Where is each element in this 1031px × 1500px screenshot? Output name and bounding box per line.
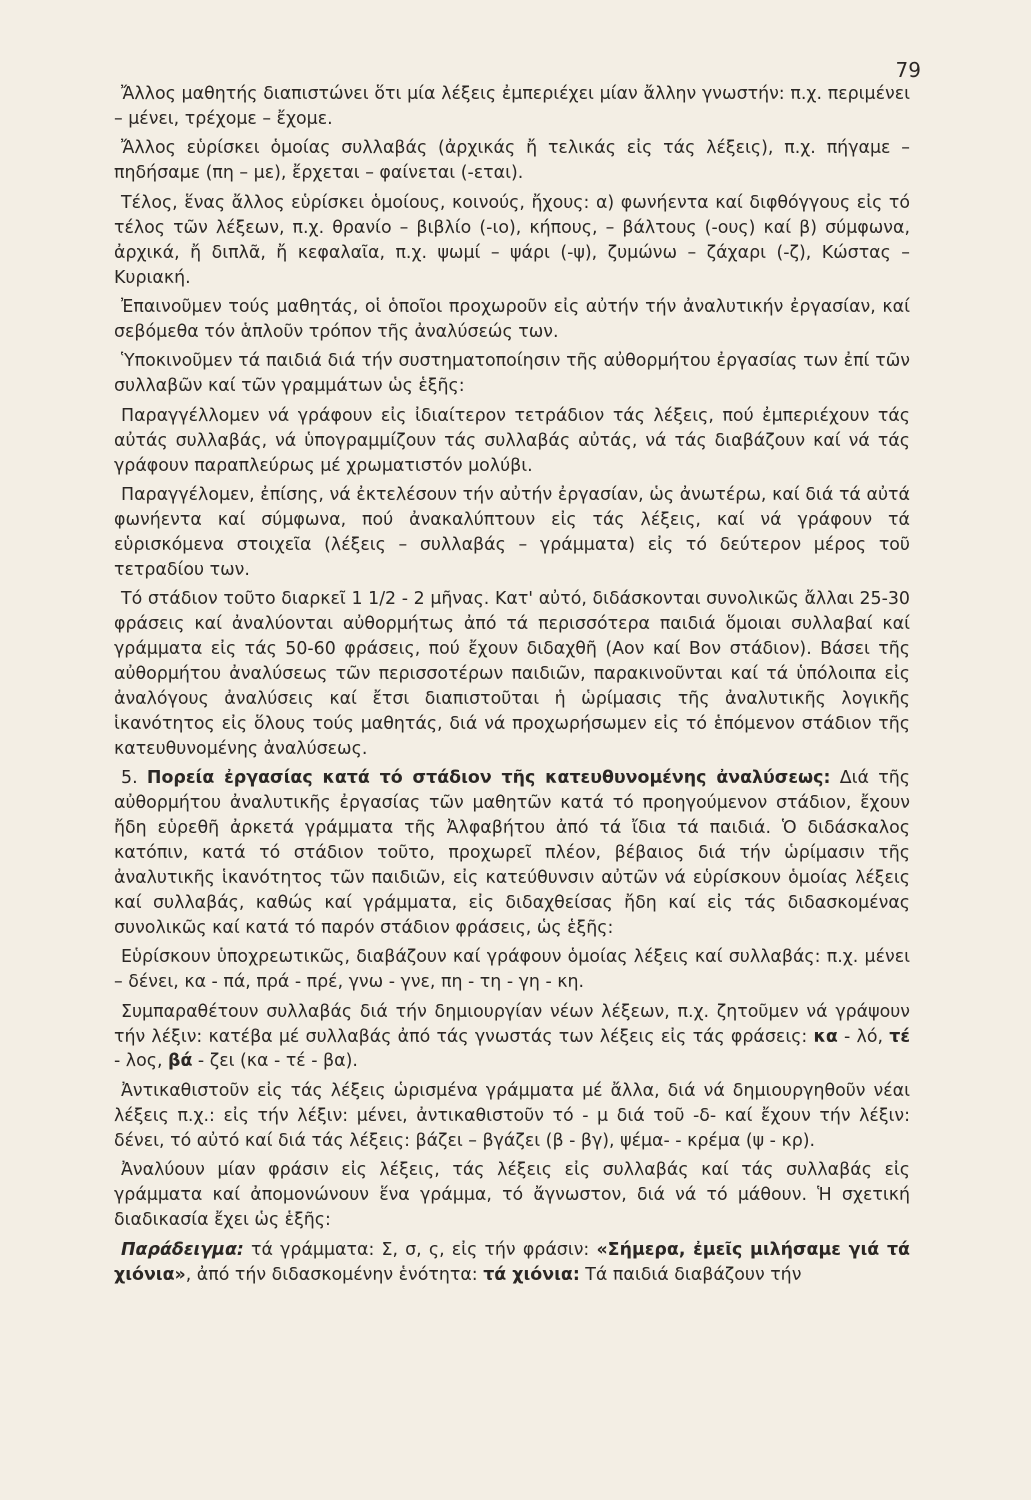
paragraph: Ἐπαινοῦμεν τούς μαθητάς, οἱ ὁποῖοι προχωροῦν εἰς αὐτήν τήν ἀναλυτικήν ἐργασίαν, καί σεβόμεθα τόν ἁπλοῦν τρόπον τῆς ἀναλύσεώς των. [114,297,910,342]
section-number: 5. [121,768,138,789]
bold-syllable: κα [813,1026,838,1047]
text-run: - λος, [114,1051,168,1072]
paragraph: Ἀναλύουν μίαν φράσιν εἰς λέξεις, τάς λέξεις εἰς συλλαβάς καί τάς συλλαβάς εἰς γράμματα καί ἀπομονώνουν ἕνα γράμμα, τό ἄγνωστον, διά νά τό μάθουν. Ἡ σχετική διαδικασία ἔχει ὡς ἑξῆς: [114,1160,910,1231]
section-heading: Πορεία ἐργασίας κατά τό στάδιον τῆς κατευθυνομένης ἀναλύσεως: [146,768,831,789]
text-run: τά γράμματα: Σ, σ, ς, εἰς τήν φράσιν: [243,1239,597,1260]
text-run: - λό, [837,1026,890,1047]
section-5-paragraph [114,766,910,940]
text-run: Τά παιδιά διαβάζουν τήν [579,1264,802,1285]
paragraph [114,1000,910,1075]
example-paragraph [114,1238,910,1288]
unit-title: τά χιόνια: [483,1264,580,1285]
paragraph: Ἄλλος μαθητής διαπιστώνει ὅτι μία λέξεις ἐμπεριέχει μίαν ἄλλην γνωστήν: π.χ. περιμένει – μένει, τρέχομε – ἔχομε. [114,84,910,129]
paragraph: Τό στάδιον τοῦτο διαρκεῖ 1 1/2 - 2 μῆνας. Κατ' αὐτό, διδάσκονται συνολικῶς ἄλλαι 25-30 φράσεις καί ἀναλύονται αὐθορμήτως ἀπό τά περισσότερα παιδιά ὅμοιαι συλλαβαί καί γράμματα εἰς τάς 50-60 φράσεις, πού ἔχουν διδαχθῆ (Αον καί Βον στάδιον). Βάσει τῆς αὐθορμήτου ἀναλύσεως τῶν περισσοτέρων παιδιῶν, παρακινοῦνται καί τά ὑπόλοιπα εἰς ἀναλόγους ἀναλύσεις καί ἔτσι διαπιστοῦται ἡ ὡρίμασις τῆς ἀναλυτικῆς λογικῆς ἱκανότητος εἰς ὅλους τούς μαθητάς, διά νά προχωρήσωμεν εἰς τό ἑπόμενον στάδιον τῆς κατευθυνομένης ἀναλύσεως. [114,589,910,759]
text-run: , ἀπό τήν διδασκομένην ἑνότητα: [185,1264,484,1285]
body-text [114,82,910,1292]
text-run: Συμπαραθέτουν συλλαβάς διά τήν δημιουργίαν νέων λέξεων, π.χ. ζητοῦμεν νά γράψουν τήν λέξιν: κατέβα μέ συλλαβάς ἀπό τάς γνωστάς των λέξεις εἰς τάς φράσεις: [114,1001,910,1047]
paragraph: Εὑρίσκουν ὑποχρεωτικῶς, διαβάζουν καί γράφουν ὁμοίας λέξεις καί συλλαβάς: π.χ. μένει – δένει, κα - πά, πρά - πρέ, γνω - γνε, πη - τη - γη - κη. [114,947,910,993]
bold-syllable: τέ [889,1026,910,1047]
example-phrase: «Σήμερα, ἐμεῖς μιλήσαμε γιά τά χιόνια» [114,1239,910,1285]
page-number: 79 [895,58,921,82]
paragraph: Ἀντικαθιστοῦν εἰς τάς λέξεις ὡρισμένα γράμματα μέ ἄλλα, διά νά δημιουργηθοῦν νέαι λέξεις π.χ.: εἰς τήν λέξιν: μένει, ἀντικαθιστοῦν τό - μ διά τοῦ -δ- καί ἔχουν τήν λέξιν: δένει, τό αὐτό καί διά τάς λέξεις: βάζει – βγάζει (β - βγ), ψέμα- - κρέμα (ψ - κρ). [114,1080,910,1151]
section-body: Διά τῆς αὐθορμήτου ἀναλυτικῆς ἐργασίας τῶν μαθητῶν κατά τό προηγούμενον στάδιον, ἔχουν ἤδη εὑρεθῆ ἀρκετά γράμματα τῆς Ἀλφαβήτου ἀπό τά ἴδια τά παιδιά. Ὁ διδάσκαλος κατόπιν, κατά τό στάδιον τοῦτο, προχωρεῖ πλέον, βέβαιος διά τήν ὡρίμασιν τῆς ἀναλυτικῆς ἱκανότητος τῶν παιδιῶν, εἰς κατεύθυνσιν αὐτῶν νά εὑρίσκουν ὁμοίας λέξεις καί συλλαβάς, καθώς καί γράμματα, εἰς διδαχθείσας ἤδη καί εἰς τάς διδασκομένας συνολικῶς καί κατά τό παρόν στάδιον φράσεις, ὡς ἑξῆς: [114,768,910,938]
paragraph: Ἄλλος εὑρίσκει ὁμοίας συλλαβάς (ἀρχικάς ἤ τελικάς εἰς τάς λέξεις), π.χ. πήγαμε – πηδήσαμε (πη – με), ἔρχεται – φαίνεται (-εται). [114,138,910,184]
bold-syllable: βά [168,1051,193,1072]
example-label: Παράδειγμα: [121,1239,244,1260]
text-run: - ζει (κα - τέ - βα). [192,1051,358,1072]
paragraph: Παραγγέλλομεν νά γράφουν εἰς ἰδιαίτερον τετράδιον τάς λέξεις, πού ἐμπεριέχουν τάς αὐτάς συλλαβάς, νά ὑπογραμμίζουν τάς συλλαβάς αὐτάς, νά τάς διαβάζουν καί νά τάς γράφουν παραπλεύρως μέ χρωματιστόν μολύβι. [114,405,910,476]
paragraph: Παραγγέλομεν, ἐπίσης, νά ἐκτελέσουν τήν αὐτήν ἐργασίαν, ὡς ἀνωτέρω, καί διά τά αὐτά φωνήεντα καί σύμφωνα, πού ἀνακαλύπτουν εἰς τάς λέξεις, καί νά γράφουν τά εὑρισκόμενα στοιχεῖα (λέξεις – συλλαβάς – γράμματα) εἰς τό δεύτερον μέρος τοῦ τετραδίου των. [114,485,910,580]
paragraph: Ὑποκινοῦμεν τά παιδιά διά τήν συστηματοποίησιν τῆς αὐθορμήτου ἐργασίας των ἐπί τῶν συλλαβῶν καί τῶν γραμμάτων ὡς ἑξῆς: [114,351,910,397]
paragraph: Τέλος, ἕνας ἄλλος εὑρίσκει ὁμοίους, κοινούς, ἤχους: α) φωνήεντα καί διφθόγγους εἰς τό τέλος τῶν λέξεων, π.χ. θρανίο – βιβλίο (-ιο), κήπους, – βάλτους (-ους) καί β) σύμφωνα, ἀρχικά, ἤ διπλᾶ, ἤ κεφαλαῖα, π.χ. ψωμί – ψάρι (-ψ), ζυμώνω – ζάχαρι (-ζ), Κώστας – Κυριακή. [114,192,910,288]
